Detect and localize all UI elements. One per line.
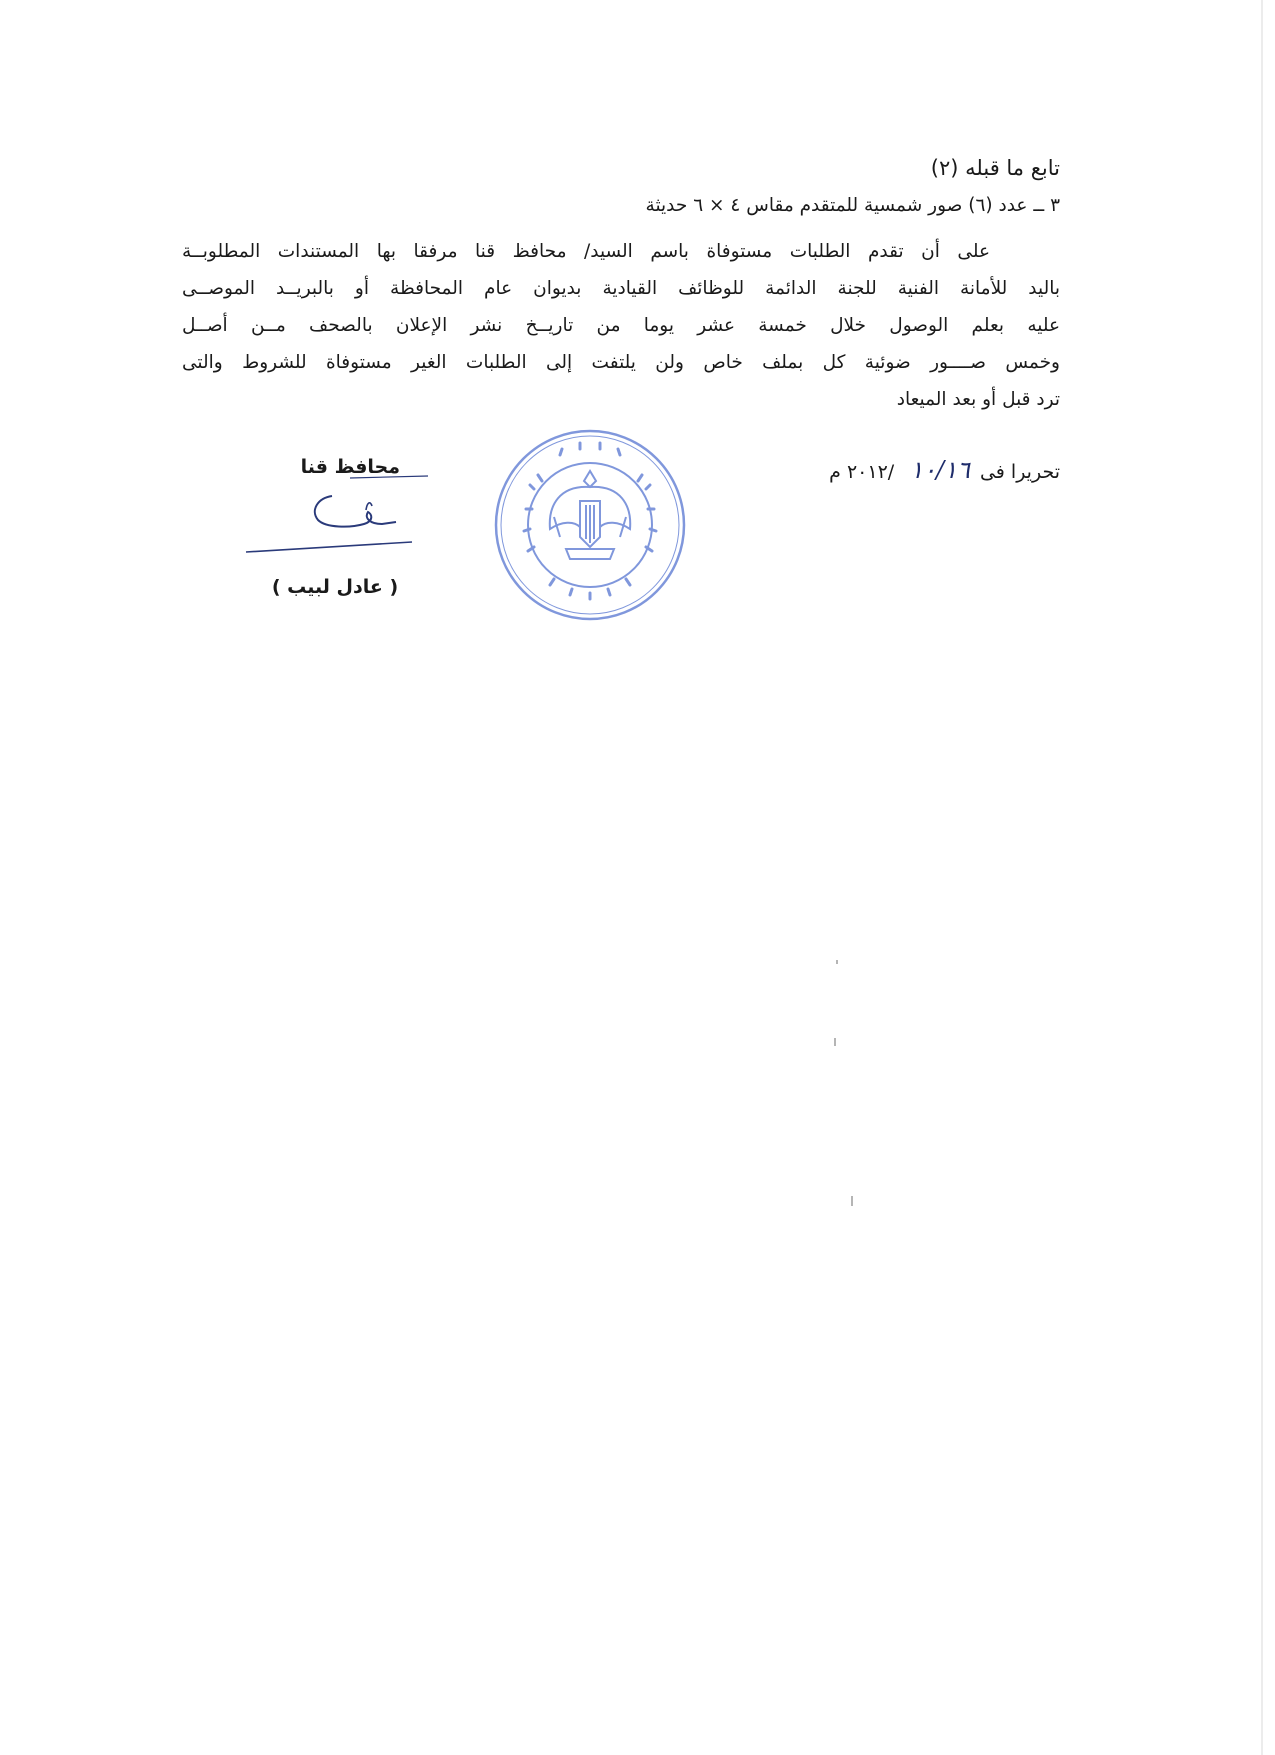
signature-block: [240, 448, 430, 618]
paragraph-line-5: ترد قبل أو بعد الميعاد: [896, 389, 1060, 410]
governor-name: ( عادل لبيب ): [271, 576, 399, 598]
scan-speck: [851, 1196, 853, 1206]
seal-eagle-icon: [550, 471, 630, 559]
paragraph-line-1: على أن تقدم الطلبات مستوفاة باسم السيد/ محافظ قنا مرفقا بها المستندات المطلوبــة: [182, 241, 990, 262]
item-3-photos-requirement: ٣ ــ عدد (٦) صور شمسية للمتقدم مقاس ٤ × ٦ حديثة: [645, 195, 1060, 216]
date-handwritten: ١٠/١٦: [910, 456, 970, 484]
paragraph-line-4: وخمس صــــور ضوئية كل بملف خاص ولن يلتفت إلى الطلبات الغير مستوفاة للشروط والتى: [182, 352, 1060, 373]
date-prefix: تحريرا فى: [979, 461, 1060, 483]
official-seal-stamp: [490, 425, 690, 625]
scan-speck: [834, 1038, 836, 1046]
paragraph-line-3: عليه بعلم الوصول خلال خمسة عشر يوما من تاريــخ نشر الإعلان بالصحف مــن أصــل: [182, 315, 1060, 336]
paragraph-line-2: باليد للأمانة الفنية للجنة الدائمة للوظائف القيادية بديوان عام المحافظة أو بالبريــد الموصــى: [182, 278, 1060, 299]
date-printed-year: /٢٠١٢ م: [829, 461, 895, 483]
scan-speck: [836, 960, 838, 964]
governor-title: محافظ قنا: [300, 456, 400, 478]
submission-paragraph: [182, 233, 1060, 418]
continuation-note: تابع ما قبله (٢): [930, 156, 1060, 180]
scan-edge: [1261, 0, 1263, 1755]
